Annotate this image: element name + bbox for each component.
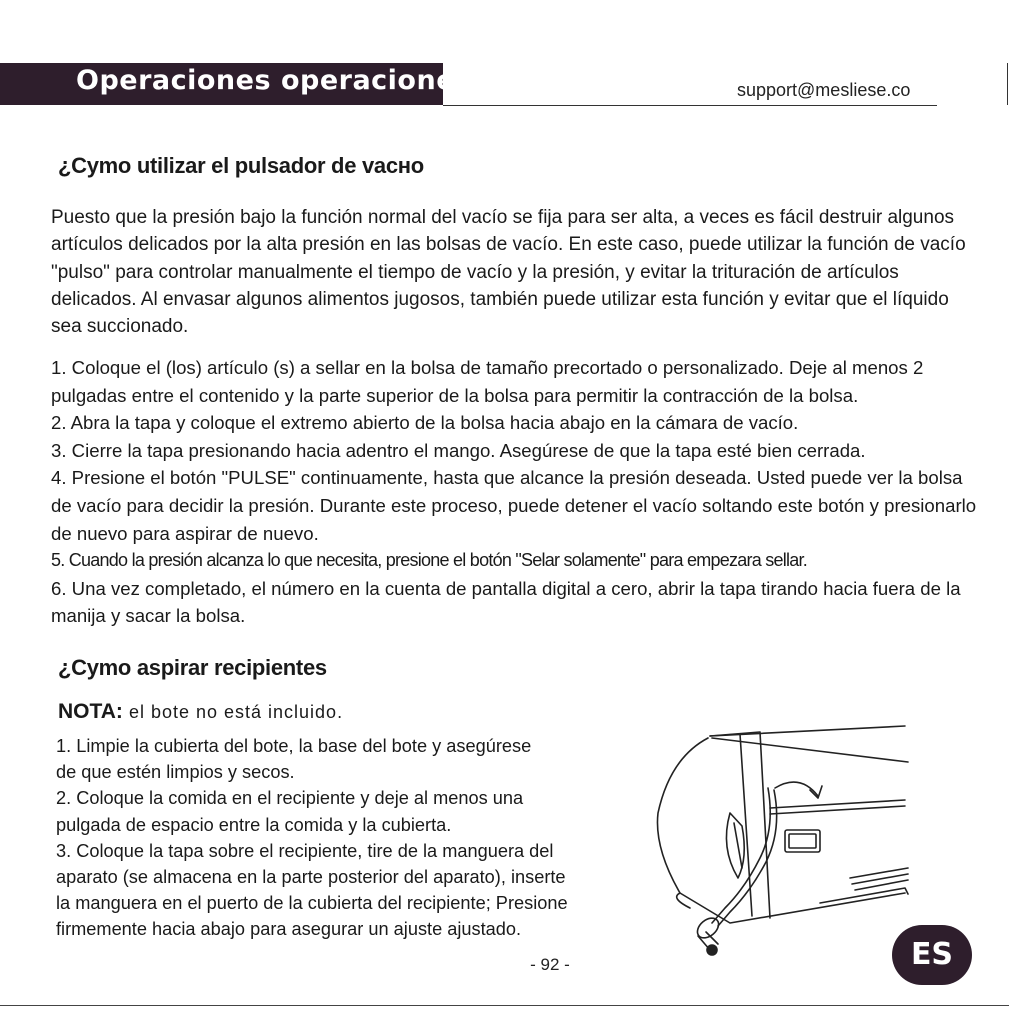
note-label: NOTA: — [58, 700, 123, 723]
list-item: 1. Limpie la cubierta del bote, la base del bote y asegúrese — [56, 736, 532, 756]
page-section-title: Operaciones operaciones — [76, 65, 472, 96]
page-edge-line — [1007, 63, 1008, 105]
list-item: 5. Cuando la presión alcanza lo que necesita, presione el botón "Selar solamente" para empezara sellar. — [51, 550, 808, 571]
list-item: firmemente hacia abajo para asegurar un ajuste ajustado. — [56, 919, 522, 940]
list-item: 3. Cierre la tapa presionando hacia adentro el mango. Asegúrese de que la tapa esté bien cerrada. — [51, 439, 866, 461]
list-item: 1. Coloque el (los) artículo (s) a sellar en la bolsa de tamaño precortado o personalizado. Deje al menos 2 pulgadas entre el contenido y la parte superior de la bolsa para permitir la contracción de la bolsa. — [51, 357, 924, 406]
list-item: 6. Una vez completado, el número en la cuenta de pantalla digital a cero, abrir la tapa tirando hacia fuera de la manija y sacar la bolsa. — [51, 577, 961, 627]
list-item: 3. Coloque la tapa sobre el recipiente, tire de la manguera del — [56, 840, 554, 861]
list-item: 4. Presione el botón "PULSE" continuamente, hasta que alcance la presión deseada. Usted puede ver la bolsa de vacío para decidir la presión. Durante este proceso, puede detener el vacío soltando este botón y presionarlo de nuevo para aspirar de nuevo. — [51, 467, 977, 544]
language-badge: ES — [892, 925, 972, 985]
page-number: - 92 - — [530, 955, 570, 974]
footer-divider — [0, 1005, 1009, 1006]
container-steps-list — [56, 733, 656, 943]
note-text: el bote no está incluido. — [122, 702, 344, 722]
list-item: 2. Coloque la comida en el recipiente y deje al menos una — [56, 788, 524, 809]
list-item: de que estén limpios y secos. — [56, 762, 295, 783]
vacuum-sealer-hose-illustration — [650, 718, 915, 958]
section-heading-containers: ¿Cymo aspirar recipientes — [58, 655, 327, 680]
intro-paragraph: Puesto que la presión bajo la función normal del vacío se fija para ser alta, a veces es fácil destruir algunos artículos delicados por la alta presión en las bolsas de vacío. En este caso, puede utilizar la función de vacío "pulso" para controlar manualmente el tiempo de vacío y la presión, y evitar la trituración de artículos delicados. Al envasar algunos alimentos jugosos, también puede utilizar esta función y evitar que el líquido sea succionado. — [51, 207, 966, 338]
note-line — [58, 700, 343, 724]
list-item: aparato (se almacena en la parte posterior del aparato), inserte — [56, 867, 566, 888]
list-item: 2. Abra la tapa y coloque el extremo abierto de la bolsa hacia abajo en la cámara de vacío. — [51, 412, 799, 434]
list-item: pulgada de espacio entre la comida y la cubierta. — [56, 814, 452, 835]
header-divider — [443, 105, 937, 106]
section-heading-pulse: ¿Cymo utilizar el pulsador de vacнo — [58, 153, 424, 178]
list-item: la manguera en el puerto de la cubierta del recipiente; Presione — [56, 893, 568, 914]
support-email: support@mesliese.co — [737, 80, 911, 100]
pulse-steps-list — [51, 354, 981, 630]
